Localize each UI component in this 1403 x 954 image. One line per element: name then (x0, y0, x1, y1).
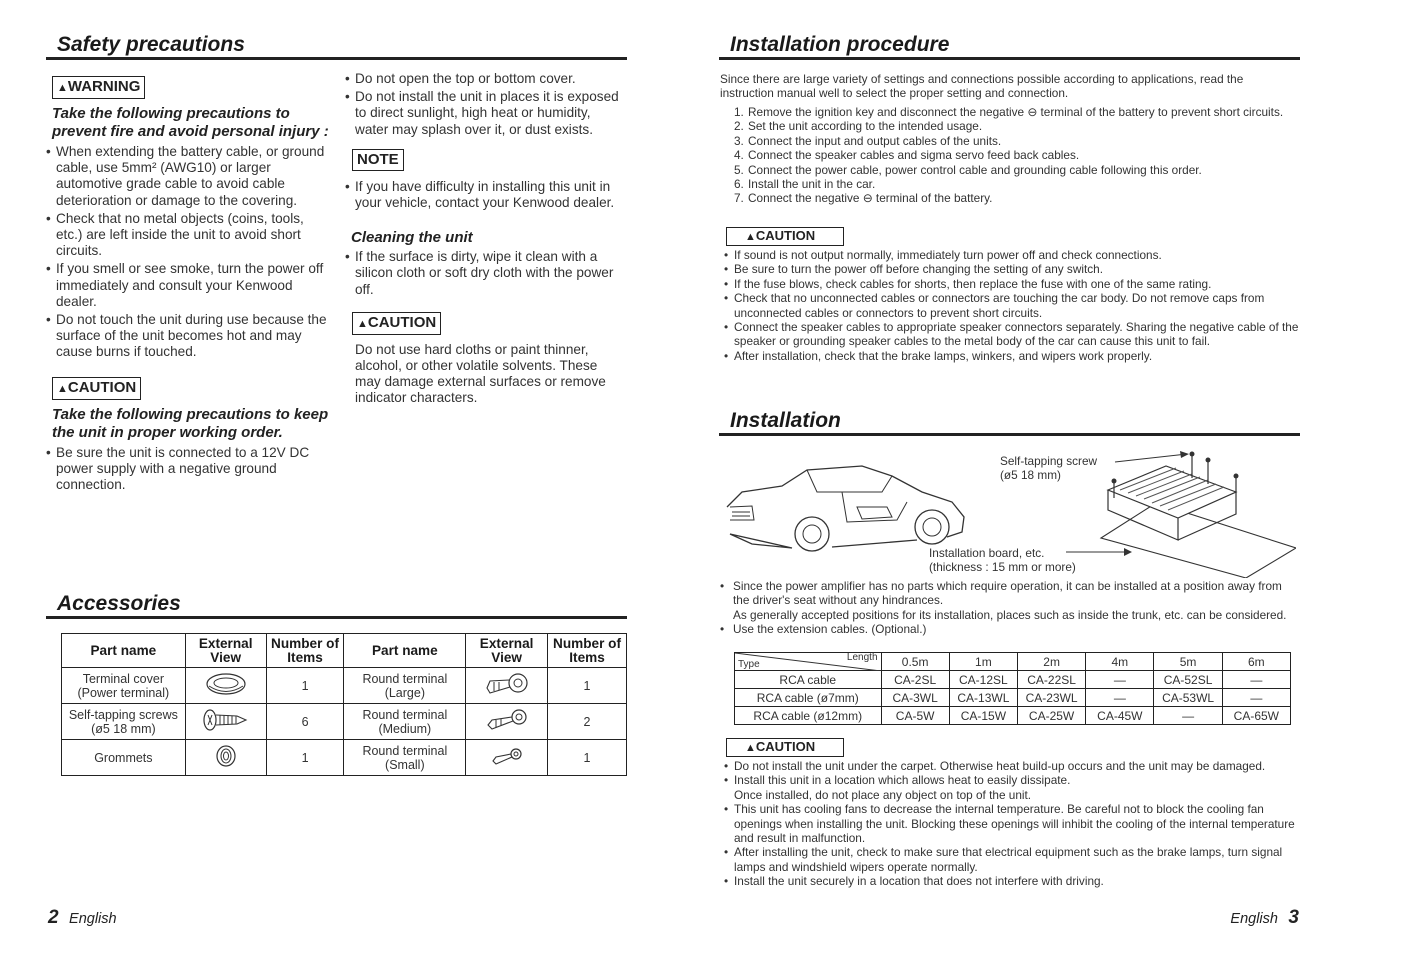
list-item: • After installing the unit, check to make sure that electrical equipment such as the brake lamps, turn signal lamps and windshield wipers operate normally. (724, 845, 1300, 874)
count-cell: 6 (266, 704, 344, 740)
col-header: External View (185, 634, 266, 668)
list-item: • Be sure to turn the power off before changing the setting of any switch. (724, 262, 1300, 276)
table-cell: CA-12SL (949, 671, 1017, 689)
list-item: • Check that no unconnected cables or connectors are touching the car body. Do not remove caps from unconnected cables or connectors to prevent short circuits. (724, 291, 1300, 320)
table-cell: — (1086, 689, 1154, 707)
list-item: • After installation, check that the brake lamps, winkers, and wipers work properly. (724, 349, 1300, 363)
count-cell: 2 (548, 704, 627, 740)
right-footer (1230, 907, 1299, 929)
table-cell: — (1222, 689, 1290, 707)
round-terminal-large-icon (466, 668, 548, 704)
list-item: • Do not open the top or bottom cover. (345, 71, 625, 87)
count-cell: 1 (548, 740, 627, 776)
safety-col1 (52, 76, 332, 493)
table-row (62, 740, 627, 776)
length-header: 5m (1154, 653, 1222, 671)
list-item: • If you have difficulty in installing this unit in your vehicle, contact your Kenwood dealer. (345, 179, 625, 211)
list-item: • Install the unit securely in a location that does not interfere with driving. (724, 874, 1300, 888)
title-rule (719, 57, 1300, 60)
table-cell: CA-23WL (1017, 689, 1085, 707)
left-footer (48, 907, 117, 929)
table-cell: CA-25W (1017, 707, 1085, 725)
title-rule (46, 57, 627, 60)
col-header: External View (466, 634, 548, 668)
table-row (735, 689, 1291, 707)
part-name-cell: Round terminal (Large) (344, 668, 466, 704)
length-header: 4m (1086, 653, 1154, 671)
grommet-icon (185, 740, 266, 776)
installation-title: Installation (730, 409, 841, 432)
list-item: • Use the extension cables. (Optional.) (720, 622, 1300, 636)
table-cell: CA-15W (949, 707, 1017, 725)
safety-title: Safety precautions (57, 33, 245, 56)
col-header: Part name (344, 634, 466, 668)
table-header-row (62, 634, 627, 668)
list-item: 1. Remove the ignition key and disconnect the negative ⊖ terminal of the battery to prevent short circuits. (734, 105, 1284, 119)
col-header: Number of Items (266, 634, 344, 668)
count-cell: 1 (266, 740, 344, 776)
warning-triangle-icon: ▲ (745, 231, 756, 243)
note-box: NOTE (352, 149, 404, 171)
footer-language: English (1230, 911, 1278, 927)
accessories-table (61, 633, 627, 776)
list-item: • Be sure the unit is connected to a 12V DC power supply with a negative ground connection. (46, 445, 332, 494)
extension-cable-table (734, 652, 1291, 725)
title-rule (719, 433, 1300, 436)
cable-type-cell: RCA cable (ø12mm) (735, 707, 882, 725)
table-cell: CA-5W (881, 707, 949, 725)
length-header: 2m (1017, 653, 1085, 671)
list-item: • If the surface is dirty, wipe it clean with a silicon cloth or soft dry cloth with the power off. (345, 249, 625, 298)
round-terminal-medium-icon (466, 704, 548, 740)
caution-box: ▲CAUTION (52, 377, 141, 400)
table-row (735, 707, 1291, 725)
list-item: 3. Connect the input and output cables of the units. (734, 133, 1002, 148)
list-item: • Do not install the unit in places it is exposed to direct sunlight, high heat or humidity, water may splash over it, or dust exists. (345, 89, 625, 138)
terminal-cover-icon (185, 668, 266, 704)
cable-type-cell: RCA cable (735, 671, 882, 689)
amplifier-illustration (1096, 448, 1296, 578)
caution-list (46, 445, 332, 494)
board-leader-line (1066, 546, 1136, 558)
part-name-cell: Grommets (62, 740, 186, 776)
table-cell: CA-3WL (881, 689, 949, 707)
procedure-steps (720, 105, 1300, 206)
list-item: • Do not install the unit under the carpet. Otherwise heat build-up occurs and the unit may be damaged. (724, 759, 1300, 773)
installation-caution-list (724, 759, 1300, 889)
cleaning-list (345, 249, 625, 298)
list-item: • If you smell or see smoke, turn the power off immediately and consult your Kenwood dealer. (46, 261, 332, 310)
table-cell: CA-22SL (1017, 671, 1085, 689)
table-row (735, 671, 1291, 689)
title-rule (46, 616, 627, 619)
warning-triangle-icon: ▲ (57, 382, 68, 395)
list-item: • Check that no metal objects (coins, tools, etc.) are left inside the unit to avoid short circuits. (46, 211, 332, 260)
procedure-intro: Since there are large variety of settings and connections possible according to applications, read the instruction manual well to select the proper setting and connection. (720, 72, 1244, 101)
list-item: 4. Connect the speaker cables and sigma servo feed back cables. (734, 148, 1080, 163)
table-cell: — (1154, 707, 1222, 725)
accessories-title: Accessories (57, 592, 181, 615)
list-item: • Connect the speaker cables to appropriate speaker connectors separately. Sharing the negative cable of the speaker or grounding speaker cables to the metal body of the car can cause this unit to fail. (724, 320, 1300, 349)
warning-list (46, 144, 332, 361)
table-cell: CA-13WL (949, 689, 1017, 707)
count-cell: 1 (548, 668, 627, 704)
table-row (62, 704, 627, 740)
note-list (345, 179, 625, 211)
warning-box: ▲WARNING (52, 76, 145, 99)
round-terminal-small-icon (466, 740, 548, 776)
length-header: 6m (1222, 653, 1290, 671)
footer-language: English (69, 911, 117, 927)
table-cell: CA-45W (1086, 707, 1154, 725)
warning-triangle-icon: ▲ (745, 742, 756, 754)
caution-box: ▲CAUTION (726, 227, 844, 246)
warning-triangle-icon: ▲ (357, 317, 368, 330)
list-item: 6. Install the unit in the car. (734, 177, 876, 192)
part-name-cell: Self-tapping screws (ø5 18 mm) (62, 704, 186, 740)
procedure-title: Installation procedure (730, 33, 950, 56)
cleaning-heading: Cleaning the unit (351, 229, 473, 247)
table-header-row (735, 653, 1291, 671)
list-item: • If sound is not output normally, immediately turn power off and check connections. (724, 248, 1300, 262)
col-header: Part name (62, 634, 186, 668)
table-cell: CA-53WL (1154, 689, 1222, 707)
list-item: • Do not touch the unit during use because the surface of the unit becomes hot and may cause burns if touched. (46, 312, 332, 361)
caution2-box: ▲CAUTION (352, 312, 441, 335)
table-cell: CA-2SL (881, 671, 949, 689)
list-item: • Since the power amplifier has no parts which require operation, it can be installed at a position away from the driver's seat without any hindrances. As generally accepted positions for its installation, places such as inside the trunk, etc. can be considered. (720, 579, 1300, 622)
page-number: 3 (1288, 907, 1299, 928)
cover-list (345, 71, 625, 138)
caution-heading: Take the following precautions to keep the unit in proper working order. (52, 405, 329, 441)
list-item: 2. Set the unit according to the intended usage. (734, 119, 983, 134)
warning-triangle-icon: ▲ (57, 82, 68, 94)
list-item: 7. Connect the negative ⊖ terminal of the battery. (734, 191, 993, 206)
caution-box: ▲CAUTION (726, 738, 844, 757)
table-cell: — (1086, 671, 1154, 689)
caution2-text: Do not use hard cloths or paint thinner, alcohol, or other volatile solvents. These may damage external surfaces or remove indicator characters. (355, 341, 606, 406)
list-item: • If the fuse blows, check cables for shorts, then replace the fuse with one of the same rating. (724, 277, 1300, 291)
part-name-cell: Round terminal (Small) (344, 740, 466, 776)
length-header: 1m (949, 653, 1017, 671)
table-row (62, 668, 627, 704)
table-cell: CA-52SL (1154, 671, 1222, 689)
part-name-cell: Round terminal (Medium) (344, 704, 466, 740)
list-item: • This unit has cooling fans to decrease the internal temperature. Be careful not to block the cooling fan openings when installing the unit. Blocking these openings will inhibit the cooling of the internal temperature and result in malfunction. (724, 802, 1300, 845)
length-header: 0.5m (881, 653, 949, 671)
list-item: • Install this unit in a location which allows heat to easily dissipate. Once installed, do not place any object on top of the unit. (724, 773, 1300, 802)
warning-heading: Take the following precautions to prevent fire and avoid personal injury : (52, 105, 329, 140)
cable-type-cell: RCA cable (ø7mm) (735, 689, 882, 707)
list-item: 5. Connect the power cable, power control cable and grounding cable following this order. (734, 162, 1202, 177)
type-length-corner: Type Length (735, 653, 882, 671)
installation-list (720, 579, 1300, 637)
safety-col2 (345, 71, 625, 407)
table-cell: CA-65W (1222, 707, 1290, 725)
screw-label: Self-tapping screw (ø5 18 mm) (1000, 454, 1098, 483)
self-tapping-screw-icon (185, 704, 266, 740)
screw-leader-line (1113, 450, 1193, 466)
page-number: 2 (48, 907, 59, 928)
table-cell: — (1222, 671, 1290, 689)
count-cell: 1 (266, 668, 344, 704)
part-name-cell: Terminal cover (Power terminal) (62, 668, 186, 704)
board-label: Installation board, etc. (thickness : 15 mm or more) (929, 546, 1076, 575)
list-item: • When extending the battery cable, or ground cable, use 5mm² (AWG10) or larger automotive grade cable to avoid cable deterioration or damage to the covering. (46, 144, 332, 209)
procedure-caution-list (724, 248, 1300, 363)
col-header: Number of Items (548, 634, 627, 668)
